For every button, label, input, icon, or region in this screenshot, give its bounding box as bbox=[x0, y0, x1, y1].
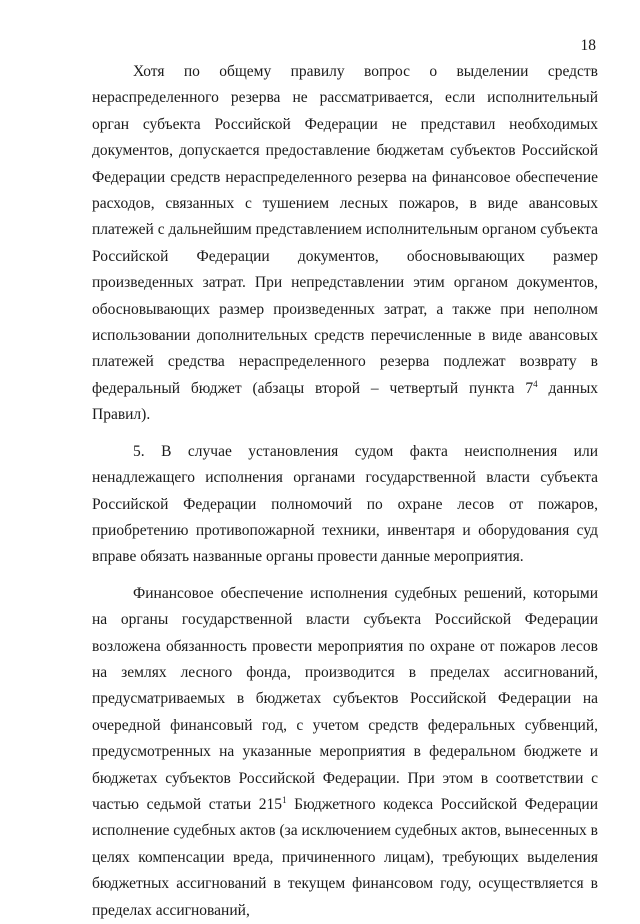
paragraph-text: Финансовое обеспечение исполнения судебных решений, которыми на органы государственной власти субъекта Российской Федерации возложена обязанность провести мероприятия по охране от пожаров лесов на землях лесного фонда, производится в пределах ассигнований, предусматриваемых в бюджетах субъектов Российской Федерации на очередной финансовый год, с учетом средств федеральных субвенций, предусмотренных на указанные мероприятия в федеральном бюджете и бюджетах субъектов Российской Федерации. При этом в соответствии с частью седьмой статьи 215 bbox=[92, 584, 598, 813]
superscript: 4 bbox=[533, 378, 538, 389]
paragraph-text: данных Правил). bbox=[92, 379, 598, 424]
paragraph-text: Хотя по общему правилу вопрос о выделении средств нераспределенного резерва не рассматривается, если исполнительный орган субъекта Российской Федерации не представил необходимых документов, допускается предоставление бюджетам субъектов Российской Федерации средств нераспределенного резерва на финансовое обеспечение расходов, связанных с тушением лесных пожаров, в виде авансовых платежей с дальнейшим представлением исполнительным органом субъекта Российской Федерации документов, обосновывающих размер произведенных затрат. При непредставлении этим органом документов, обосновывающих размер произведенных затрат, а также при неполном использовании дополнительных средств перечисленные в виде авансовых платежей средства нераспределенного резерва подлежат возврату в федеральный бюджет (абзацы второй – четвертый пункта 7 bbox=[92, 63, 598, 397]
page-number: 18 bbox=[580, 37, 596, 54]
paragraph-text: Бюджетного кодекса Российской Федерации исполнение судебных актов (за исключением судебных актов, вынесенных в целях компенсации вреда, причиненного лицам), требующих выделения бюджетных ассигнований в текущем финансовом году, осуществляется в пределах ассигнований, bbox=[92, 795, 598, 919]
body-text bbox=[92, 59, 598, 924]
paragraph-financial-provision bbox=[92, 581, 598, 924]
superscript: 1 bbox=[282, 794, 287, 805]
paragraph-text: 5. В случае установления судом факта неисполнения или ненадлежащего исполнения органами государственной власти субъекта Российской Федерации полномочий по охране лесов от пожаров, приобретению противопожарной техники, инвентаря и оборудования суд вправе обязать названные органы провести данные мероприятия. bbox=[92, 442, 598, 566]
paragraph-court-obligation bbox=[92, 439, 598, 571]
paragraph-reserve-advance bbox=[92, 59, 598, 429]
